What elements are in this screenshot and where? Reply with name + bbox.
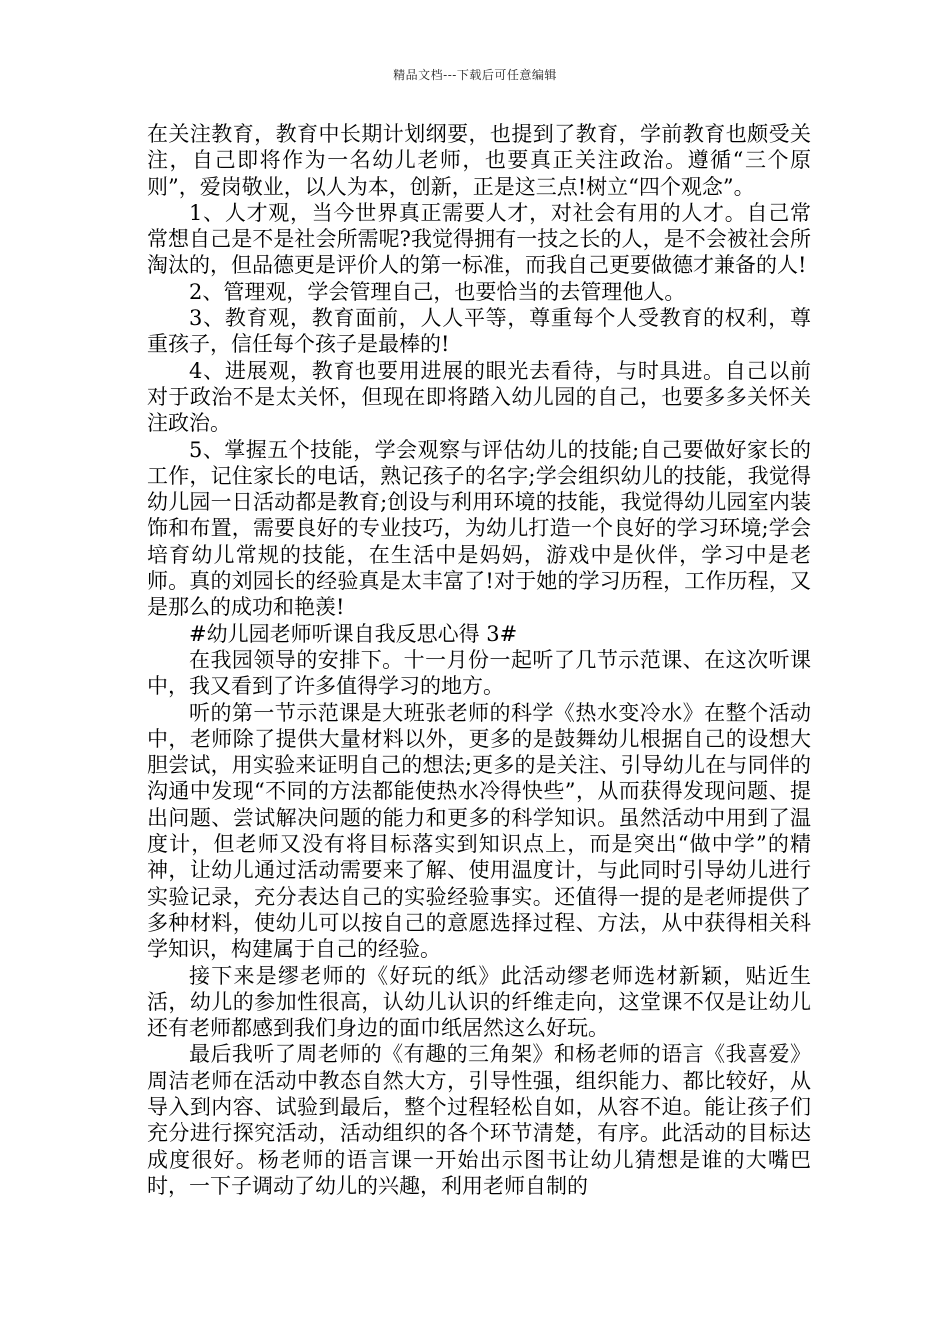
paragraph: 1、人才观，当今世界真正需要人才，对社会有用的人才。自己常常想自己是不是社会所需呢?我觉得拥有一技之长的人，是不会被社会所淘汰的，但品德更是评价人的第一标准，而我自己更要做德才兼备的人! [147, 200, 811, 278]
page-header: 精品文档---下载后可任意编辑 [393, 68, 557, 82]
document-body [147, 121, 811, 1199]
paragraph: 4、进展观，教育也要用进展的眼光去看待，与时具进。自己以前对于政治不是太关怀，但现在即将踏入幼儿园的自己，也要多多关怀关注政治。 [147, 358, 811, 436]
paragraph: 5、掌握五个技能，学会观察与评估幼儿的技能;自己要做好家长的工作，记住家长的电话，熟记孩子的名字;学会组织幼儿的技能，我觉得幼儿园一日活动都是教育;创设与利用环境的技能，我觉得幼儿园室内装饰和布置，需要良好的专业技巧，为幼儿打造一个良好的学习环境;学会培育幼儿常规的技能，在生活中是妈妈，游戏中是伙伴，学习中是老师。真的刘园长的经验真是太丰富了!对于她的学习历程，工作历程，又是那么的成功和艳羡! [147, 437, 811, 620]
paragraph: 最后我听了周老师的《有趣的三角架》和杨老师的语言《我喜爱》周洁老师在活动中教态自然大方，引导性强，组织能力、都比较好，从导入到内容、试验到最后，整个过程轻松自如，从容不迫。能让孩子们充分进行探究活动，活动组织的各个环节清楚，有序。此活动的目标达成度很好。杨老师的语言课一开始出示图书让幼儿猜想是谁的大嘴巴时，一下子调动了幼儿的兴趣，利用老师自制的 [147, 1042, 811, 1198]
paragraph: 2、管理观，学会管理自己，也要恰当的去管理他人。 [189, 279, 686, 304]
paragraph: 听的第一节示范课是大班张老师的科学《热水变冷水》在整个活动中，老师除了提供大量材料以外，更多的是鼓舞幼儿根据自己的设想大胆尝试，用实验来证明自己的想法;更多的是关注、引导幼儿在与同伴的沟通中发现“不同的方法都能使热水冷得快些”，从而获得发现问题、提出问题、尝试解决问题的能力和更多的科学知识。虽然活动中用到了温度计，但老师又没有将目标落实到知识点上，而是突出“做中学”的精神，让幼儿通过活动需要来了解、使用温度计，与此同时引导幼儿进行实验记录，充分表达自己的实验经验事实。还值得一提的是老师提供了多种材料，使幼儿可以按自己的意愿选择过程、方法，从中获得相关科学知识，构建属于自己的经验。 [147, 700, 811, 962]
paragraph: 在关注教育，教育中长期计划纲要，也提到了教育，学前教育也颇受关注，自己即将作为一名幼儿老师，也要真正关注政治。遵循“三个原则”，爱岗敬业，以人为本，创新，正是这三点!树立“四个观念”。 [147, 122, 811, 199]
paragraph: 在我园领导的安排下。十一月份一起听了几节示范课、在这次听课中，我又看到了许多值得学习的地方。 [147, 647, 811, 699]
paragraph: 接下来是缪老师的《好玩的纸》此活动缪老师选材新颖，贴近生活，幼儿的参加性很高，认幼儿认识的纤维走向，这堂课不仅是让幼儿还有老师都感到我们身边的面巾纸居然这么好玩。 [147, 963, 811, 1041]
paragraph: 3、教育观，教育面前，人人平等，尊重每个人受教育的权利，尊重孩子，信任每个孩子是最棒的! [147, 306, 811, 357]
section-heading: #幼儿园老师听课自我反思心得 3# [189, 621, 518, 646]
